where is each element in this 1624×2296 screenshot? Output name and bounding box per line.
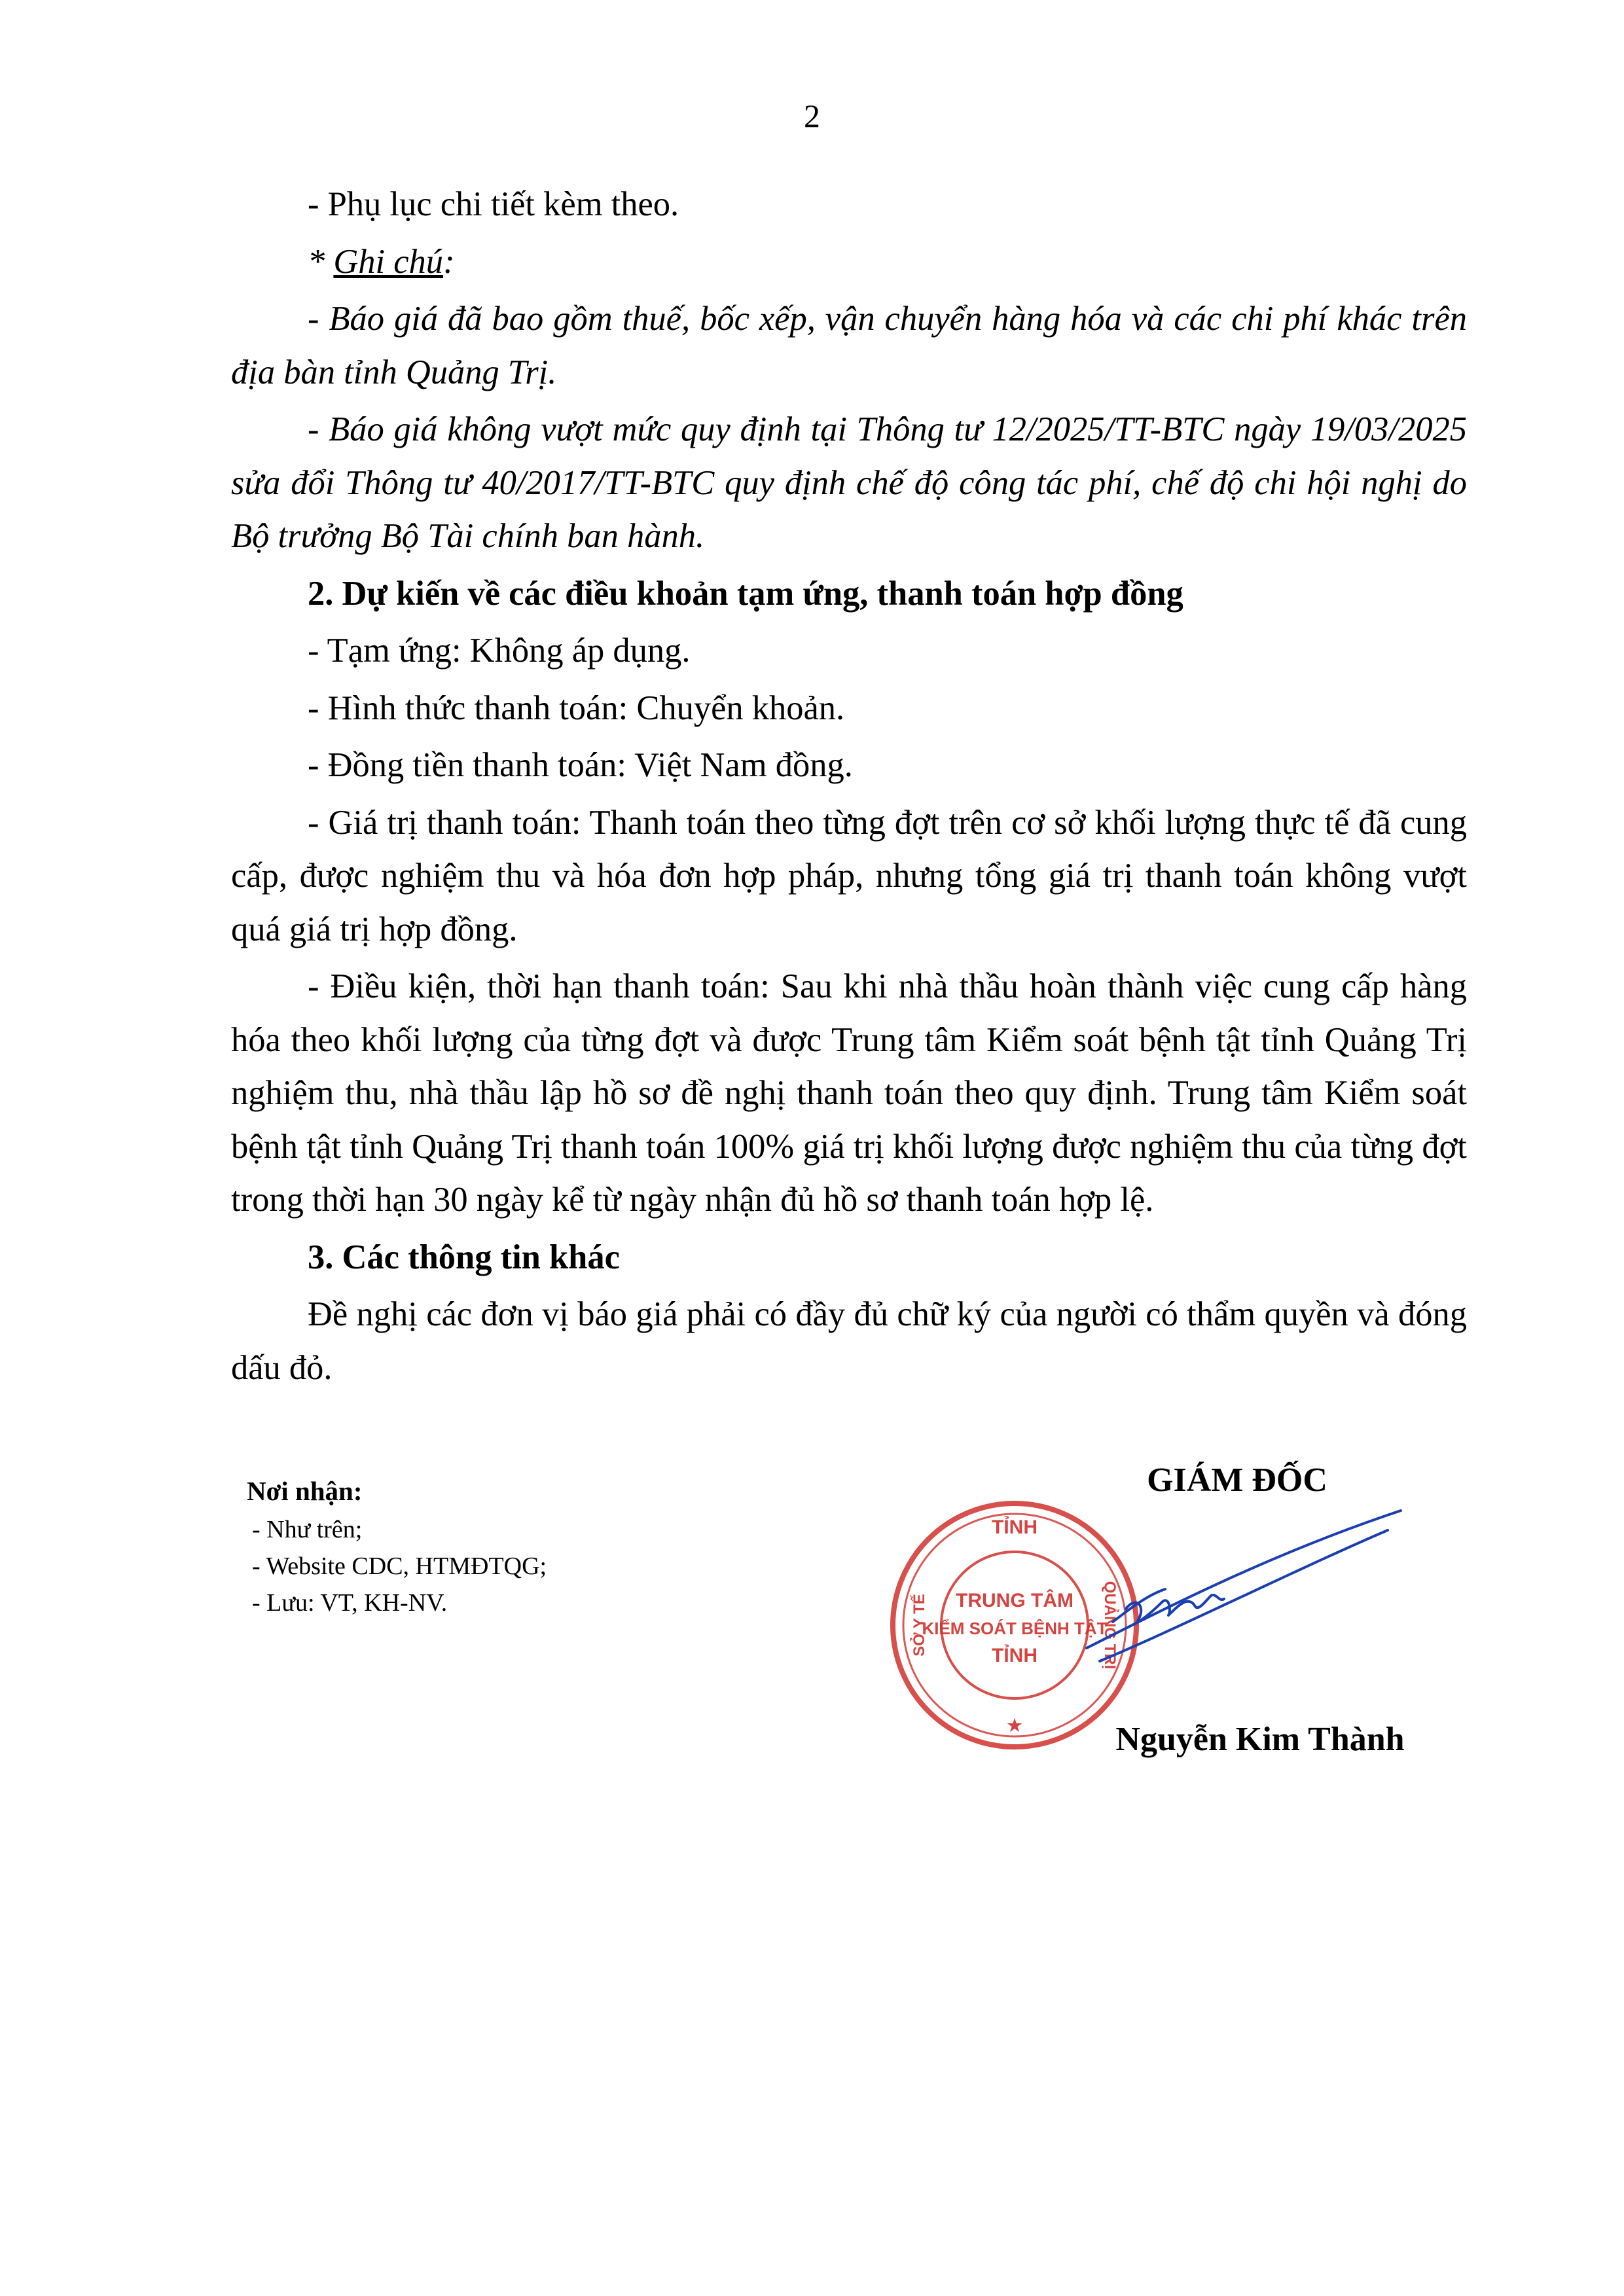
handwritten-signature-icon bbox=[1047, 1498, 1414, 1668]
note-suffix: : bbox=[443, 242, 455, 281]
recipient-item: - Như trên; bbox=[252, 1516, 363, 1543]
recipient-item: - Lưu: VT, KH-NV. bbox=[252, 1589, 448, 1617]
advance-line: - Tạm ứng: Không áp dụng. bbox=[308, 632, 691, 670]
note-label: Ghi chú bbox=[333, 242, 444, 281]
section-2-heading: 2. Dự kiến về các điều khoản tạm ứng, thanh toán hợp đồng bbox=[308, 574, 1183, 613]
recipients-block bbox=[247, 1471, 547, 1621]
other-info-paragraph: Đề nghị các đơn vị báo giá phải có đầy đủ chữ ký của người có thẩm quyền và đóng dấu đỏ. bbox=[231, 1295, 1467, 1387]
payment-value-paragraph: - Giá trị thanh toán: Thanh toán theo từng đợt trên cơ sở khối lượng thực tế đã cung cấp, được nghiệm thu và hóa đơn hợp pháp, nhưng tổng giá trị thanh toán không vượt quá giá trị hợp đồng. bbox=[231, 803, 1467, 948]
seal-ring-left-text: SỞ Y TẾ bbox=[911, 1594, 928, 1657]
seal-center-line-2: KIỂM SOÁT BỆNH TẬT bbox=[922, 1619, 1108, 1638]
payment-method-line: - Hình thức thanh toán: Chuyển khoản. bbox=[308, 689, 845, 727]
seal-star-icon: ★ bbox=[1007, 1715, 1022, 1735]
recipients-title: Nơi nhận: bbox=[247, 1476, 363, 1506]
signature-strokes bbox=[1087, 1511, 1401, 1661]
note-heading bbox=[231, 236, 1467, 289]
seal-ring-right-text: QUẢNG TRỊ bbox=[1101, 1581, 1119, 1670]
note-item-2: - Báo giá không vượt mức quy định tại Thông tư 12/2025/TT-BTC ngày 19/03/2025 sửa đổi Thông tư 40/2017/TT-BTC quy định chế độ công tác phí, chế độ chi hội nghị do Bộ trưởng Bộ Tài chính ban hành. bbox=[231, 410, 1467, 555]
recipient-item: - Website CDC, HTMĐTQG; bbox=[252, 1552, 547, 1580]
seal-center-line-3: TỈNH bbox=[992, 1645, 1038, 1666]
payment-terms-paragraph: - Điều kiện, thời hạn thanh toán: Sau khi nhà thầu hoàn thành việc cung cấp hàng hóa theo khối lượng của từng đợt và được Trung tâm Kiểm soát bệnh tật tỉnh Quảng Trị nghiệm thu, nhà thầu lập hồ sơ đề nghị thanh toán theo quy định. Trung tâm Kiểm soát bệnh tật tỉnh Quảng Trị thanh toán 100% giá trị khối lượng được nghiệm thu của từng đợt trong thời hạn 30 ngày kể từ ngày nhận đủ hồ sơ thanh toán hợp lệ. bbox=[231, 967, 1467, 1219]
document-body bbox=[231, 178, 1467, 1395]
section-3-heading: 3. Các thông tin khác bbox=[308, 1238, 620, 1276]
signature-block bbox=[911, 1458, 1466, 1799]
appendix-line: - Phụ lục chi tiết kèm theo. bbox=[308, 185, 679, 223]
seal-ring-top-text: TỈNH bbox=[992, 1516, 1038, 1538]
signer-title: GIÁM ĐỐC bbox=[1147, 1462, 1327, 1499]
note-item-1: - Báo giá đã bao gồm thuế, bốc xếp, vận chuyển hàng hóa và các chi phí khác trên địa bàn tỉnh Quảng Trị. bbox=[231, 300, 1467, 391]
page-number: 2 bbox=[804, 98, 820, 134]
signer-name: Nguyễn Kim Thành bbox=[1115, 1721, 1405, 1758]
seal-center-line-1: TRUNG TÂM bbox=[956, 1590, 1074, 1611]
note-prefix: * bbox=[308, 242, 334, 281]
currency-line: - Đồng tiền thanh toán: Việt Nam đồng. bbox=[308, 746, 853, 784]
